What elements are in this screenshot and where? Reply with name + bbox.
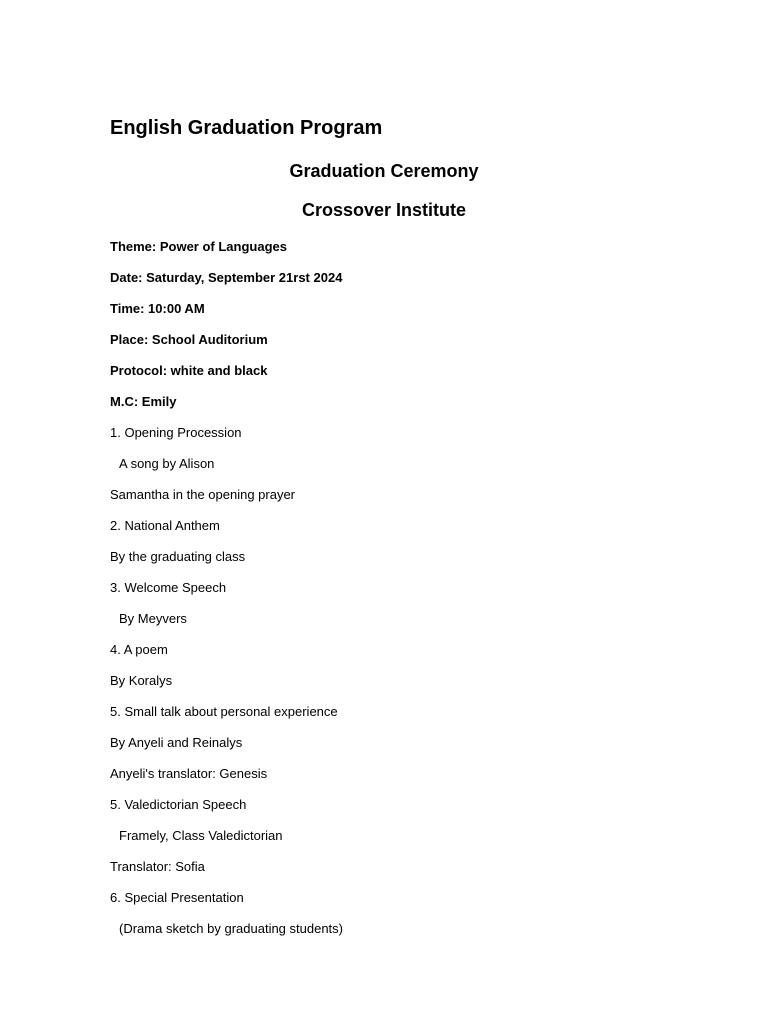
place-line: Place: School Auditorium <box>110 332 268 347</box>
program-item: 4. A poem <box>110 642 168 657</box>
program-item: Translator: Sofia <box>110 859 205 874</box>
document-title: English Graduation Program <box>110 117 383 139</box>
mc-line: M.C: Emily <box>110 394 177 409</box>
program-item: 5. Small talk about personal experience <box>110 704 338 719</box>
program-item: 6. Special Presentation <box>110 890 244 905</box>
date-line: Date: Saturday, September 21rst 2024 <box>110 270 343 285</box>
theme-line: Theme: Power of Languages <box>110 239 287 254</box>
program-item: By Koralys <box>110 673 173 688</box>
ceremony-heading: Graduation Ceremony <box>289 161 479 181</box>
program-item: Framely, Class Valedictorian <box>119 828 283 843</box>
protocol-line: Protocol: white and black <box>110 363 268 378</box>
program-item: 5. Valedictorian Speech <box>110 797 247 812</box>
program-item: 2. National Anthem <box>110 518 220 533</box>
program-item: By Anyeli and Reinalys <box>110 735 243 750</box>
program-item: By the graduating class <box>110 549 246 564</box>
program-item: (Drama sketch by graduating students) <box>119 921 343 936</box>
program-item: Samantha in the opening prayer <box>110 487 296 502</box>
program-item: A song by Alison <box>119 456 215 471</box>
program-item: By Meyvers <box>119 611 187 626</box>
program-item: Anyeli's translator: Genesis <box>110 766 268 781</box>
program-item: 3. Welcome Speech <box>110 580 227 595</box>
program-item: 1. Opening Procession <box>110 425 242 440</box>
time-line: Time: 10:00 AM <box>110 301 205 316</box>
institution-heading: Crossover Institute <box>301 200 467 220</box>
